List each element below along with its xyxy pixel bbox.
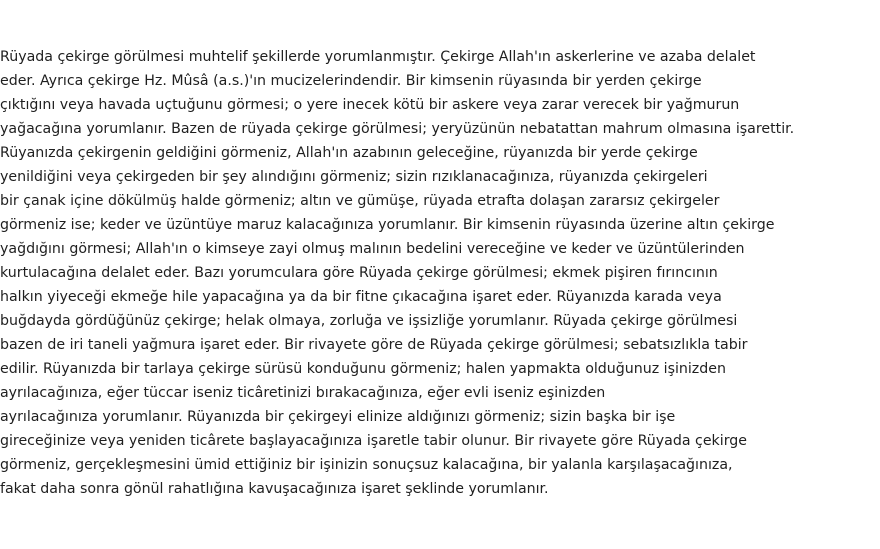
paragraph-line: yağdığını görmesi; Allah'ın o kimseye zayi olmuş malının bedelini vereceğine ve keder ve üzüntülerinden [0,241,745,257]
paragraph-line: gireceğinize veya yeniden ticârete başlayacağınıza işaretle tabir olunur. Bir rivayete göre Rüyada çekirge [0,433,747,449]
paragraph-line: yağacağına yorumlanır. Bazen de rüyada çekirge görülmesi; yeryüzünün nebatattan mahrum olmasına işarettir. [0,121,795,137]
paragraph-line: halkın yiyeceği ekmeğe hile yapacağına ya da bir fitne çıkacağına işaret eder. Rüyanızda karada veya [0,289,722,305]
paragraph-line: Rüyanızda çekirgenin geldiğini görmeniz, Allah'ın azabının geleceğine, rüyanızda bir yerde çekirge [0,145,698,161]
paragraph-line: buğdayda gördüğünüz çekirge; helak olmaya, zorluğa ve işsizliğe yorumlanır. Rüyada çekirge görülmesi [0,313,738,329]
paragraph-line: ayrılacağınıza, eğer tüccar iseniz ticâretinizi bırakacağınıza, eğer evli iseniz eşinizden [0,385,606,401]
article-paragraph [0,45,880,501]
paragraph-line: çıktığını veya havada uçtuğunu görmesi; o yere inecek kötü bir askere veya zarar verecek bir yağmurun [0,97,740,113]
paragraph-line: fakat daha sonra gönül rahatlığına kavuşacağınıza işaret şeklinde yorumlanır. [0,481,549,497]
paragraph-line: yenildiğini veya çekirgeden bir şey alındığını görmeniz; sizin rızıklanacağınıza, rüyanızda çekirgeleri [0,169,708,185]
paragraph-line: kurtulacağına delalet eder. Bazı yorumculara göre Rüyada çekirge görülmesi; ekmek pişiren fırıncının [0,265,718,281]
paragraph-line: bir çanak içine dökülmüş halde görmeniz; altın ve gümüşe, rüyada etrafta dolaşan zararsız çekirgeler [0,193,720,209]
paragraph-line: görmeniz, gerçekleşmesini ümid ettiğiniz bir işinizin sonuçsuz kalacağına, bir yalanla karşılaşacağınıza, [0,457,733,473]
paragraph-line: ayrılacağınıza yorumlanır. Rüyanızda bir çekirgeyi elinize aldığınızı görmeniz; sizin başka bir işe [0,409,676,425]
paragraph-line: edilir. Rüyanızda bir tarlaya çekirge sürüsü konduğunu görmeniz; halen yapmakta olduğunuz işinizden [0,361,726,377]
paragraph-line: bazen de iri taneli yağmura işaret eder. Bir rivayete göre de Rüyada çekirge görülmesi; sebatsızlıkla tabir [0,337,748,353]
paragraph-line: görmeniz ise; keder ve üzüntüye maruz kalacağınıza yorumlanır. Bir kimsenin rüyasında üzerine altın çekirge [0,217,775,233]
paragraph-line: Rüyada çekirge görülmesi muhtelif şekillerde yorumlanmıştır. Çekirge Allah'ın askerlerine ve azaba delalet [0,49,756,65]
paragraph-line: eder. Ayrıca çekirge Hz. Mûsâ (a.s.)'ın mucizelerindendir. Bir kimsenin rüyasında bir yerden çekirge [0,73,702,89]
